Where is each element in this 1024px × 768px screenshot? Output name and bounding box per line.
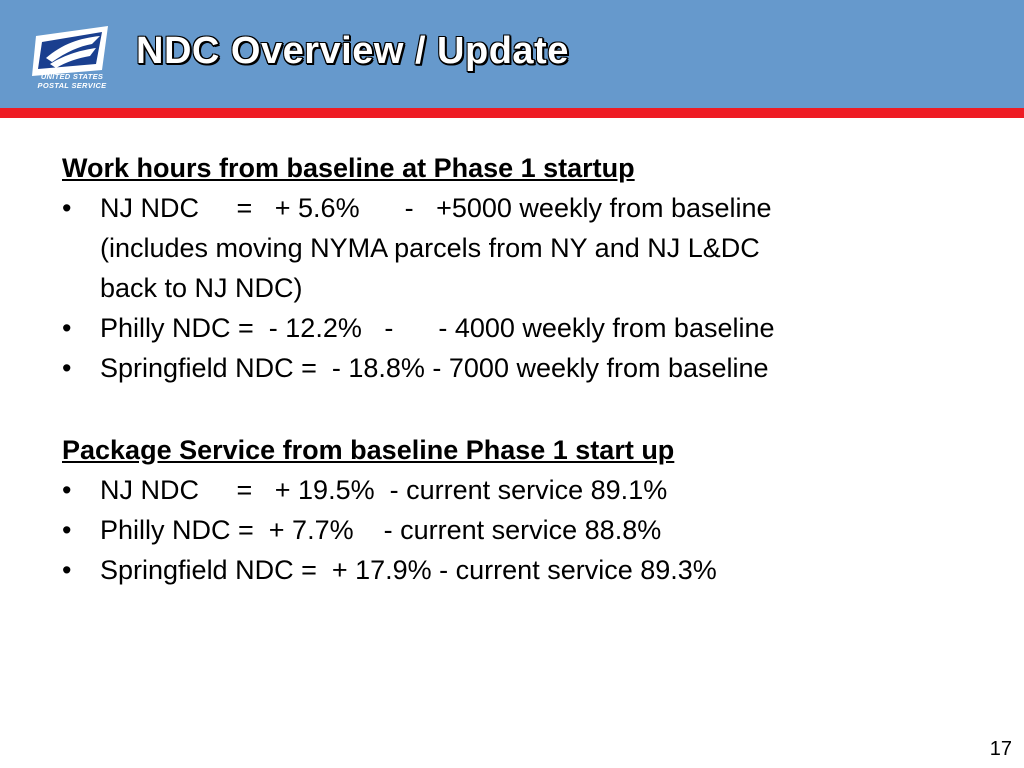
section-heading-work-hours: Work hours from baseline at Phase 1 startup [62, 153, 635, 183]
section-spacer [62, 388, 982, 430]
page-title: NDC Overview / Update [136, 30, 569, 72]
header-divider [0, 108, 1024, 118]
header-bar [0, 0, 1024, 108]
list-item: • Springfield NDC = + 17.9% - current service 89.3% [62, 550, 982, 590]
package-service-list [62, 470, 982, 590]
slide-number: 17 [989, 738, 1012, 760]
list-item: • NJ NDC = + 5.6% - +5000 weekly from baseline (includes moving NYMA parcels from NY and NJ L&DC back to NJ NDC) [62, 188, 982, 308]
slide-content [62, 148, 982, 590]
logo-text: UNITED STATES POSTAL SERVICE [37, 72, 107, 90]
list-item: • Springfield NDC = - 18.8% - 7000 weekly from baseline [62, 348, 982, 388]
list-item: • NJ NDC = + 19.5% - current service 89.1% [62, 470, 982, 510]
list-item: • Philly NDC = - 12.2% - - 4000 weekly from baseline [62, 308, 982, 348]
section-heading-package-service: Package Service from baseline Phase 1 start up [62, 435, 675, 465]
list-item: • Philly NDC = + 7.7% - current service 88.8% [62, 510, 982, 550]
work-hours-list [62, 188, 982, 388]
